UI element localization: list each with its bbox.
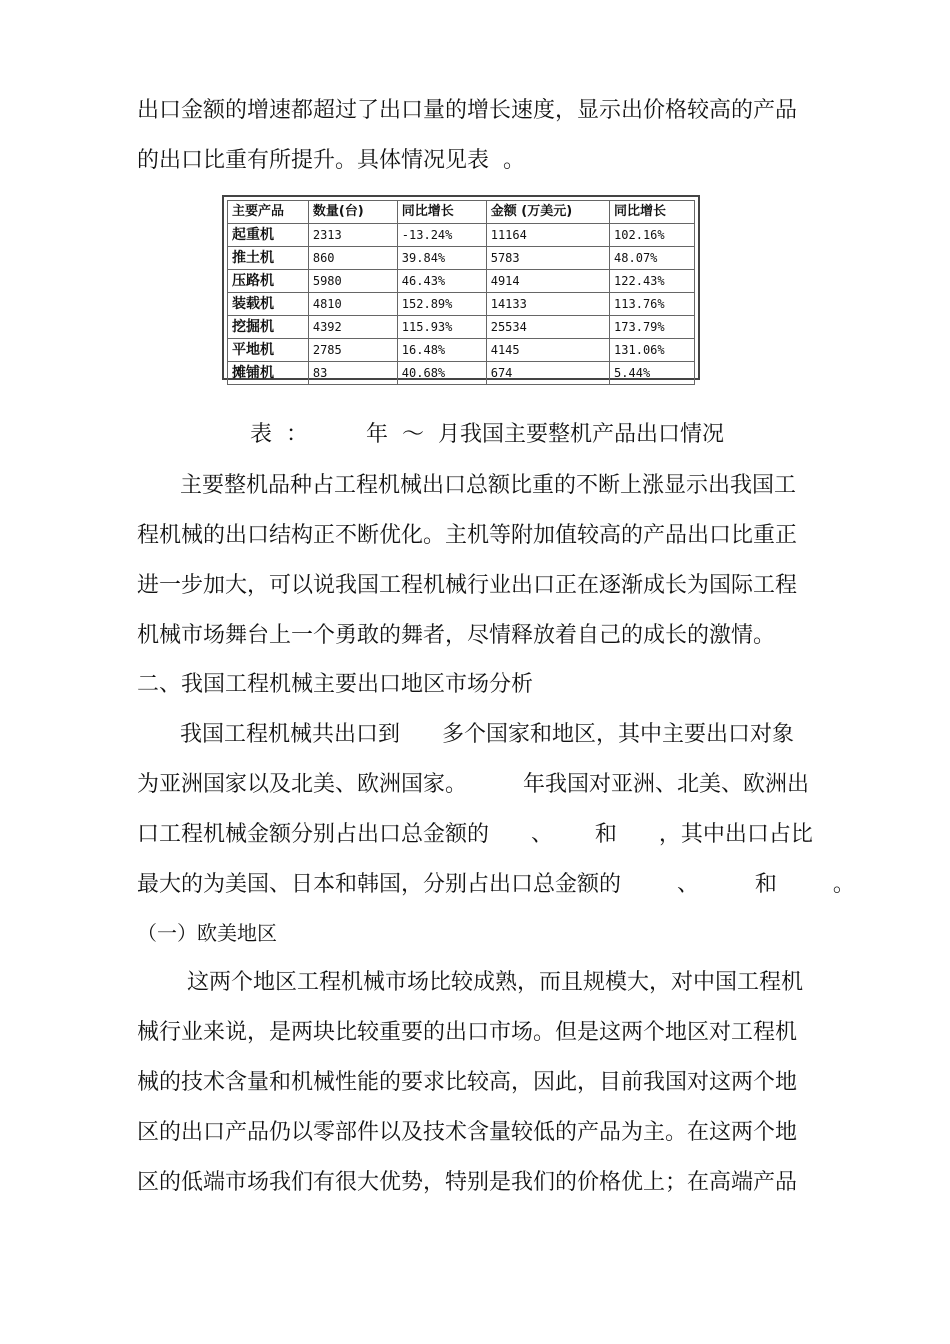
table-row xyxy=(228,247,695,270)
table-cell: 挖掘机 xyxy=(228,316,309,339)
table-caption-text: 年 ～ 月我国主要整机产品出口情况 xyxy=(366,422,724,447)
table-cell: 173.79% xyxy=(610,316,695,339)
paragraph-line: 最大的为美国、日本和韩国，分别占出口总金额的 、 和 。 xyxy=(137,872,855,897)
table-cell: 4392 xyxy=(308,316,397,339)
table-cell: 推土机 xyxy=(228,247,309,270)
paragraph-line: 械行业来说，是两块比较重要的出口市场。但是这两个地区对工程机 xyxy=(137,1020,798,1045)
table-header-row xyxy=(228,201,695,224)
paragraph-line: 进一步加大，可以说我国工程机械行业出口正在逐渐成长为国际工程 xyxy=(137,573,798,598)
table-caption-label: 表 ： xyxy=(250,422,308,447)
paragraph-line: 机械市场舞台上一个勇敢的舞者，尽情释放着自己的成长的激情。 xyxy=(137,623,776,648)
table-cell: 39.84% xyxy=(397,247,486,270)
table-cell: 压路机 xyxy=(228,270,309,293)
paragraph-line: 程机械的出口结构正不断优化。主机等附加值较高的产品出口比重正 xyxy=(137,523,798,548)
table-row xyxy=(228,339,695,362)
table-cell: 摊铺机 xyxy=(228,362,309,385)
table-cell: 起重机 xyxy=(228,224,309,247)
header-cell: 金额 (万美元) xyxy=(486,201,609,224)
table-cell: 16.48% xyxy=(397,339,486,362)
table-cell: 113.76% xyxy=(610,293,695,316)
table-cell: 装载机 xyxy=(228,293,309,316)
paragraph-line: 我国工程机械共出口到 多个国家和地区，其中主要出口对象 xyxy=(180,722,794,747)
table-cell: 115.93% xyxy=(397,316,486,339)
table-cell: 4914 xyxy=(486,270,609,293)
table-cell: 14133 xyxy=(486,293,609,316)
table-row xyxy=(228,293,695,316)
table-cell: 5783 xyxy=(486,247,609,270)
table-cell: 平地机 xyxy=(228,339,309,362)
table-cell: 152.89% xyxy=(397,293,486,316)
paragraph-line: 主要整机品种占工程机械出口总额比重的不断上涨显示出我国工 xyxy=(180,473,797,498)
table-cell: 674 xyxy=(486,362,609,385)
table-cell: 2313 xyxy=(308,224,397,247)
table-cell: 122.43% xyxy=(610,270,695,293)
table-cell: -13.24% xyxy=(397,224,486,247)
header-cell: 同比增长 xyxy=(397,201,486,224)
paragraph-line: 械的技术含量和机械性能的要求比较高，因此，目前我国对这两个地 xyxy=(137,1070,798,1095)
table-cell: 2785 xyxy=(308,339,397,362)
paragraph-line: 区的低端市场我们有很大优势，特别是我们的价格优上；在高端产品 xyxy=(137,1170,798,1195)
table-cell: 860 xyxy=(308,247,397,270)
table-cell: 4810 xyxy=(308,293,397,316)
table-cell: 5.44% xyxy=(610,362,695,385)
paragraph-line: 为亚洲国家以及北美、欧洲国家。 年我国对亚洲、北美、欧洲出 xyxy=(137,772,809,797)
table-row xyxy=(228,270,695,293)
table-cell: 25534 xyxy=(486,316,609,339)
table-cell: 40.68% xyxy=(397,362,486,385)
header-cell: 同比增长 xyxy=(610,201,695,224)
table-cell: 48.07% xyxy=(610,247,695,270)
table-cell: 83 xyxy=(308,362,397,385)
table-row xyxy=(228,362,695,385)
table-row xyxy=(228,224,695,247)
header-cell: 数量(台) xyxy=(308,201,397,224)
paragraph-line: 的出口比重有所提升。具体情况见表 。 xyxy=(137,148,525,173)
section-heading: 二、我国工程机械主要出口地区市场分析 xyxy=(137,672,534,697)
paragraph-line: 区的出口产品仍以零部件以及技术含量较低的产品为主。在这两个地 xyxy=(137,1120,798,1145)
table-row xyxy=(228,316,695,339)
export-table xyxy=(222,195,700,380)
table-cell: 4145 xyxy=(486,339,609,362)
subsection-heading: （一）欧美地区 xyxy=(137,921,277,945)
header-cell: 主要产品 xyxy=(228,201,309,224)
paragraph-line: 口工程机械金额分别占出口总金额的 、 和 ，其中出口占比 xyxy=(137,822,813,847)
table-cell: 11164 xyxy=(486,224,609,247)
paragraph-line: 出口金额的增速都超过了出口量的增长速度，显示出价格较高的产品 xyxy=(137,98,798,123)
table-cell: 46.43% xyxy=(397,270,486,293)
table-cell: 5980 xyxy=(308,270,397,293)
table-cell: 131.06% xyxy=(610,339,695,362)
paragraph-line: 这两个地区工程机械市场比较成熟，而且规模大，对中国工程机 xyxy=(180,970,803,995)
table-cell: 102.16% xyxy=(610,224,695,247)
